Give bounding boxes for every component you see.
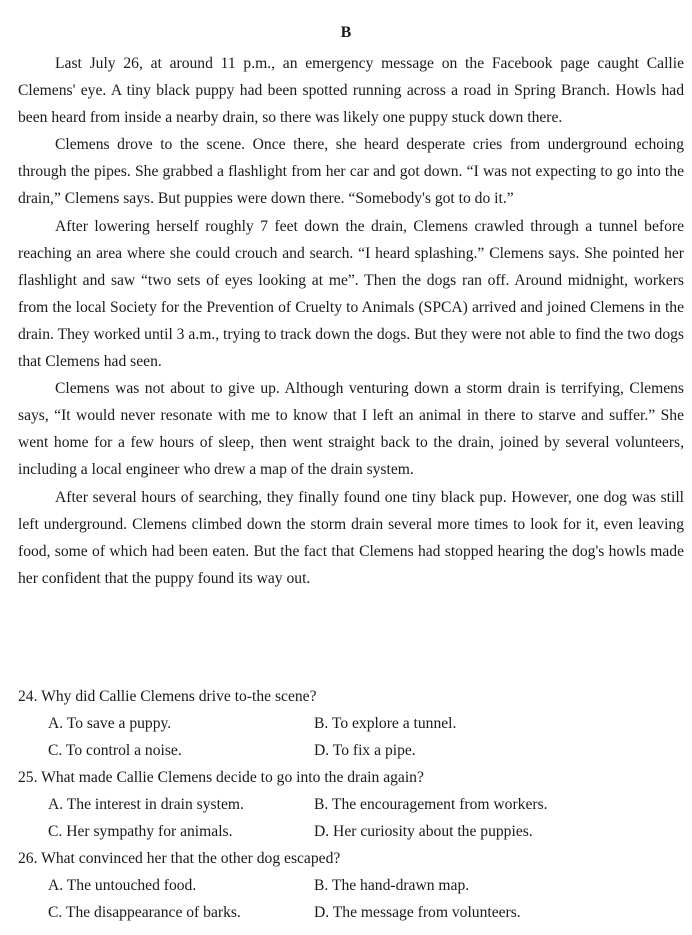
option-a: A. To save a puppy. [48, 715, 172, 732]
option-b: B. The encouragement from workers. [314, 796, 548, 813]
option-a: A. The interest in drain system. [48, 796, 244, 813]
question-stem: 26. What convinced her that the other dog escaped? [18, 850, 341, 867]
question-25 [18, 764, 684, 845]
option-row [18, 818, 684, 845]
question-stem: 25. What made Callie Clemens decide to go into the drain again? [18, 769, 424, 786]
option-c: C. Her sympathy for animals. [48, 823, 233, 840]
option-a: A. The untouched food. [48, 877, 197, 894]
option-b: B. The hand-drawn map. [314, 877, 470, 894]
passage-paragraph: After lowering herself roughly 7 feet down the drain, Clemens crawled through a tunnel before reaching an area where she could crouch and search. “I heard splashing.” Clemens says. She pointed her flashlight and saw “two sets of eyes looking at me”. Then the dogs ran off. Around midnight, workers from the local Society for the Prevention of Cruelty to Animals (SPCA) arrived and joined Clemens in the drain. They worked until 3 a.m., trying to track down the dogs. But they were not able to find the two dogs that Clemens had seen. [18, 217, 684, 371]
option-d: D. To fix a pipe. [314, 742, 416, 759]
question-24 [18, 683, 684, 764]
passage-paragraph: Clemens was not about to give up. Although venturing down a storm drain is terrifying, Clemens says, “It would never resonate with me to know that I left an animal in there to starve and suffer.” She went home for a few hours of sleep, then went straight back to the drain, joined by several volunteers, including a local engineer who drew a map of the drain system. [18, 380, 684, 479]
reading-passage [18, 50, 684, 592]
passage-paragraph: Last July 26, at around 11 p.m., an emergency message on the Facebook page caught Callie Clemens' eye. A tiny black puppy had been spotted running across a road in Spring Branch. Howls had been heard from inside a nearby drain, so there was likely one puppy stuck down there. [18, 55, 684, 127]
option-c: C. The disappearance of barks. [48, 904, 241, 921]
option-row [18, 899, 684, 926]
question-stem: 24. Why did Callie Clemens drive to-the scene? [18, 688, 317, 705]
question-list [18, 683, 684, 926]
passage-paragraph: Clemens drove to the scene. Once there, she heard desperate cries from underground echoing through the pipes. She grabbed a flashlight from her car and got down. “I was not expecting to go into the drain,” Clemens says. But puppies were down there. “Somebody's got to do it.” [18, 136, 684, 208]
option-b: B. To explore a tunnel. [314, 715, 457, 732]
option-row [18, 872, 684, 899]
option-row [18, 710, 684, 737]
option-d: D. The message from volunteers. [314, 904, 521, 921]
option-row [18, 737, 684, 764]
option-c: C. To control a noise. [48, 742, 182, 759]
question-26 [18, 845, 684, 926]
option-d: D. Her curiosity about the puppies. [314, 823, 533, 840]
section-title: B [340, 24, 352, 41]
passage-paragraph: After several hours of searching, they finally found one tiny black pup. However, one dog was still left underground. Clemens climbed down the storm drain several more times to look for it, even leaving food, some of which had been eaten. But the fact that Clemens had stopped hearing the dog's howls made her confident that the puppy found its way out. [18, 488, 684, 587]
option-row [18, 791, 684, 818]
